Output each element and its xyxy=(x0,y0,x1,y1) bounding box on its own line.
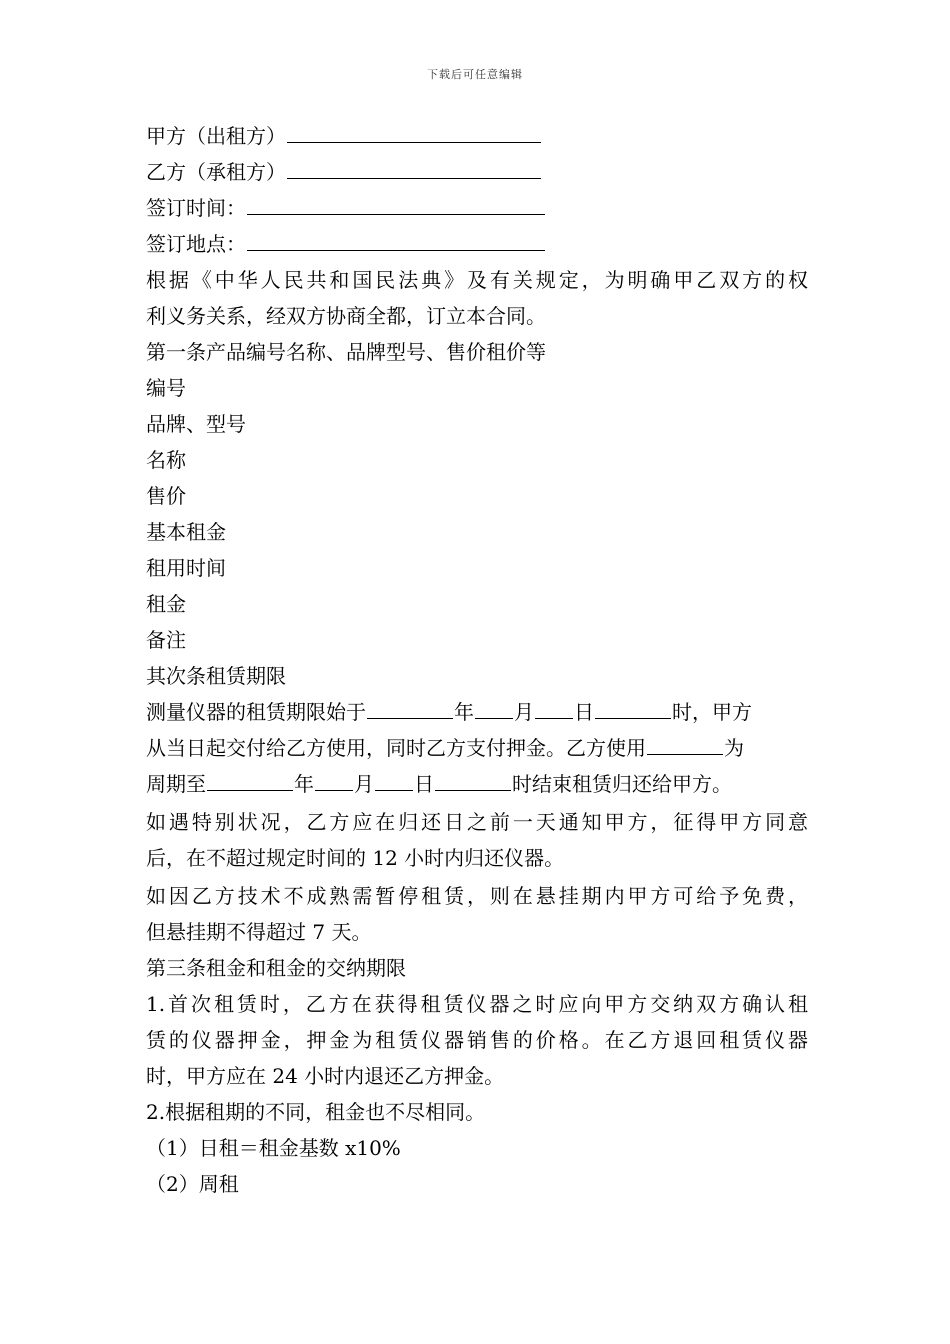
article2-p1-line-3 xyxy=(146,766,808,802)
text-segment: 年 xyxy=(294,772,314,796)
text-segment: 年 xyxy=(454,700,474,724)
article2-p2-line-1: 如遇特别状况，乙方应在归还日之前一天通知甲方，征得甲方同意 xyxy=(146,810,808,834)
article2-p3-line-2: 但悬挂期不得超过 7 天。 xyxy=(146,920,372,944)
article1-item-rent-time: 租用时间 xyxy=(146,556,226,580)
article1-item-remark: 备注 xyxy=(146,628,186,652)
text-segment: 日 xyxy=(574,700,594,724)
party-b-label: 乙方（承租方） xyxy=(146,160,286,184)
article1-item-rent: 租金 xyxy=(146,592,186,616)
article3-p1-line-3: 时，甲方应在 24 小时内退还乙方押金。 xyxy=(146,1064,505,1088)
text-segment: 周期至 xyxy=(146,772,206,796)
end-day-blank[interactable] xyxy=(375,766,413,791)
sign-place-blank[interactable] xyxy=(247,226,545,251)
start-month-blank[interactable] xyxy=(475,694,513,719)
article3-p3-daily-rent: （1）日租＝租金基数 x10% xyxy=(146,1136,401,1160)
text-segment: 月 xyxy=(354,772,374,796)
text-segment: 月 xyxy=(514,700,534,724)
article1-item-number: 编号 xyxy=(146,376,186,400)
article2-p1-line-2 xyxy=(146,730,808,766)
party-b-blank[interactable] xyxy=(287,154,541,179)
text-segment: 时，甲方 xyxy=(672,700,752,724)
page-header-watermark: 下载后可任意编辑 xyxy=(427,68,523,81)
start-year-blank[interactable] xyxy=(367,694,453,719)
contract-body xyxy=(146,118,808,1202)
intro-line-2: 利义务关系，经双方协商全都，订立本合同。 xyxy=(146,304,546,328)
intro-line-1: 根据《中华人民共和国民法典》及有关规定，为明确甲乙双方的权 xyxy=(146,268,808,292)
text-segment: 测量仪器的租赁期限始于 xyxy=(146,700,366,724)
article3-title: 第三条租金和租金的交纳期限 xyxy=(146,956,406,980)
end-month-blank[interactable] xyxy=(315,766,353,791)
article2-title: 其次条租赁期限 xyxy=(146,664,286,688)
start-day-blank[interactable] xyxy=(535,694,573,719)
usage-period-blank[interactable] xyxy=(647,730,723,755)
sign-place-label: 签订地点： xyxy=(146,232,246,256)
party-a-blank[interactable] xyxy=(287,118,541,143)
article1-item-price: 售价 xyxy=(146,484,186,508)
party-a-label: 甲方（出租方） xyxy=(146,124,286,148)
party-a-line xyxy=(146,118,808,154)
article1-item-name: 名称 xyxy=(146,448,186,472)
article1-item-base-rent: 基本租金 xyxy=(146,520,226,544)
sign-time-blank[interactable] xyxy=(247,190,545,215)
end-year-blank[interactable] xyxy=(207,766,293,791)
article2-p2-line-2: 后，在不超过规定时间的 12 小时内归还仪器。 xyxy=(146,846,565,870)
article2-p1-line-1 xyxy=(146,694,808,730)
sign-place-line xyxy=(146,226,808,262)
article3-p1-line-2: 赁的仪器押金，押金为租赁仪器销售的价格。在乙方退回租赁仪器 xyxy=(146,1028,808,1052)
article1-item-brand-model: 品牌、型号 xyxy=(146,412,246,436)
sign-time-label: 签订时间： xyxy=(146,196,246,220)
start-hour-blank[interactable] xyxy=(595,694,671,719)
article1-title: 第一条产品编号名称、品牌型号、售价租价等 xyxy=(146,340,546,364)
party-b-line xyxy=(146,154,808,190)
text-segment: 为 xyxy=(724,736,744,760)
article3-p4-weekly-rent: （2）周租 xyxy=(146,1172,239,1196)
article2-p3-line-1: 如因乙方技术不成熟需暂停租赁，则在悬挂期内甲方可给予免费， xyxy=(146,884,808,908)
text-segment: 日 xyxy=(414,772,434,796)
article3-p1-line-1: 1.首次租赁时，乙方在获得租赁仪器之时应向甲方交纳双方确认租 xyxy=(146,992,808,1016)
article3-p2: 2.根据租期的不同，租金也不尽相同。 xyxy=(146,1100,486,1124)
end-hour-blank[interactable] xyxy=(435,766,511,791)
sign-time-line xyxy=(146,190,808,226)
text-segment: 时结束租赁归还给甲方。 xyxy=(512,772,732,796)
text-segment: 从当日起交付给乙方使用，同时乙方支付押金。乙方使用 xyxy=(146,736,646,760)
